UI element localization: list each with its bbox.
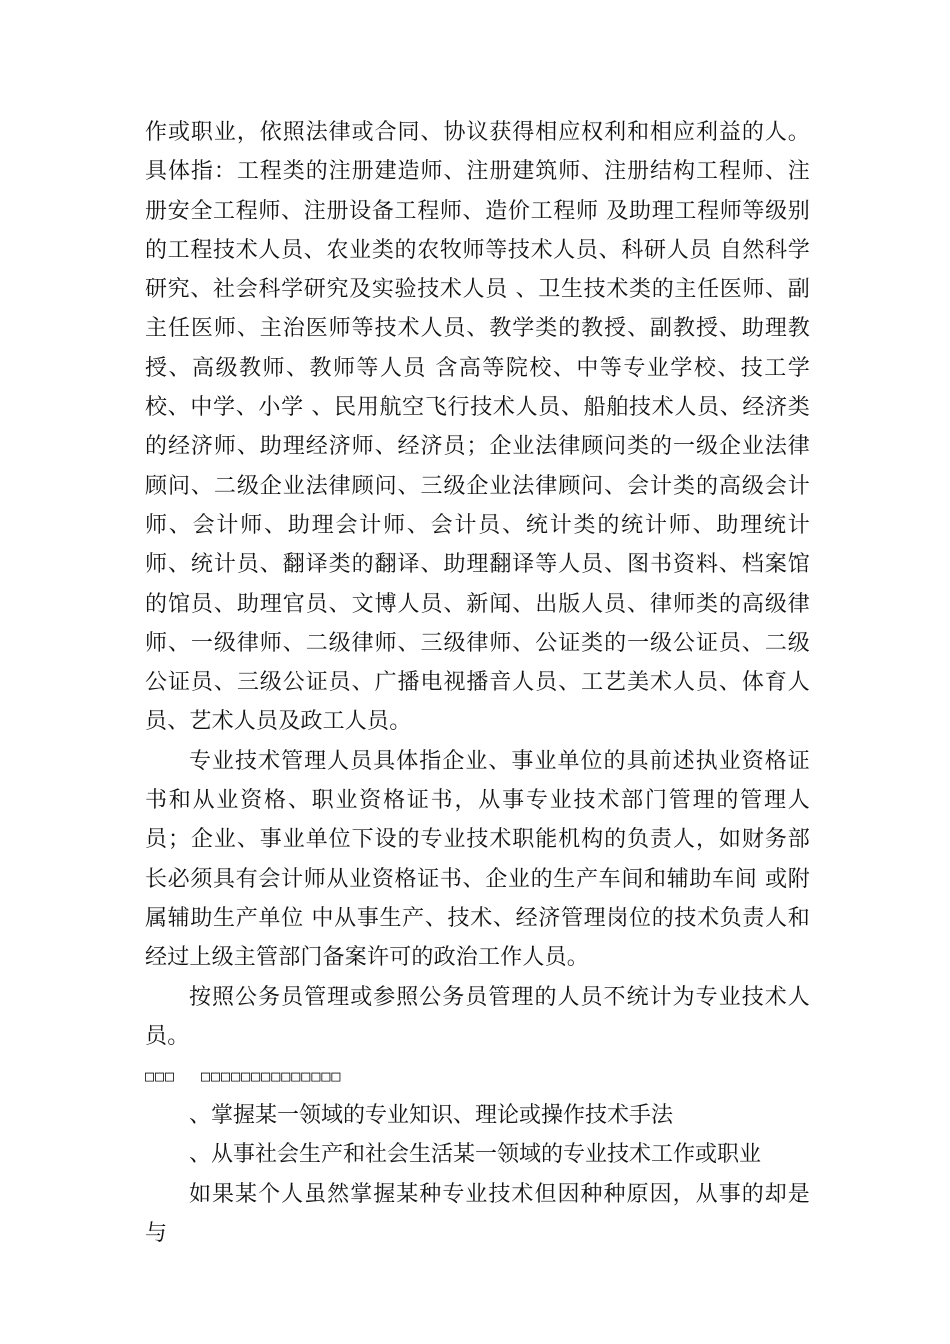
paragraph-technical-management: 专业技术管理人员具体指企业、事业单位的具前述执业资格证书和从业资格、职业资格证书，从事专业技术部门管理的管理人员；企业、事业单位下设的专业技术职能机构的负责人，如财务部长必须具有会计师从业资格证书、企业的生产车间和辅助车间 或附属辅助生产单位 中从事生产、技术、经济管理岗位的技术负责人和经过上级主管部门备案许可的政治工作人员。 [145,748,810,971]
paragraph-continuation: 如果某个人虽然掌握某种专业技术但因种种原因，从事的却是与 [145,1181,810,1247]
paragraph-civil-servant-exclusion: 按照公务员管理或参照公务员管理的人员不统计为专业技术人员。 [145,984,810,1049]
section-heading-text: □□□□□□□□□□□□□□ [201,1067,342,1086]
list-item: 、掌握某一领域的专业知识、理论或操作技术手法 [189,1103,674,1129]
document-body [145,113,810,1253]
paragraph-professional-categories: 作或职业，依照法律或合同、协议获得相应权利和相应利益的人。具体指：工程类的注册建造师、注册建筑师、注册结构工程师、注册安全工程师、注册设备工程师、造价工程师 及助理工程师等级别的工程技术人员、农业类的农牧师等技术人员、科研人员 自然科学研究、社会科学研究及实验技术人员 、卫生技术类的主任医师、副主任医师、主治医师等技术人员、教学类的教授、副教授、助理教授、高级教师、教师等人员 含高等院校、中等专业学校、技工学校、中学、小学 、民用航空飞行技术人员、船舶技术人员、经济类的经济师、助理经济师、经济员；企业法律顾问类的一级企业法律顾问、二级企业法律顾问、三级企业法律顾问、会计类的高级会计师、会计师、助理会计师、会计员、统计类的统计师、助理统计师、统计员、翻译类的翻译、助理翻译等人员、图书资料、档案馆的馆员、助理官员、文博人员、新闻、出版人员、律师类的高级律师、一级律师、二级律师、三级律师、公证类的一级公证员、二级公证员、三级公证员、广播电视播音人员、工艺美术人员、体育人员、艺术人员及政工人员。 [145,120,810,735]
section-heading [145,1056,810,1096]
list-item: 、从事社会生产和社会生活某一领域的专业技术工作或职业 [189,1142,762,1168]
section-heading-number: □□□ [145,1067,176,1086]
